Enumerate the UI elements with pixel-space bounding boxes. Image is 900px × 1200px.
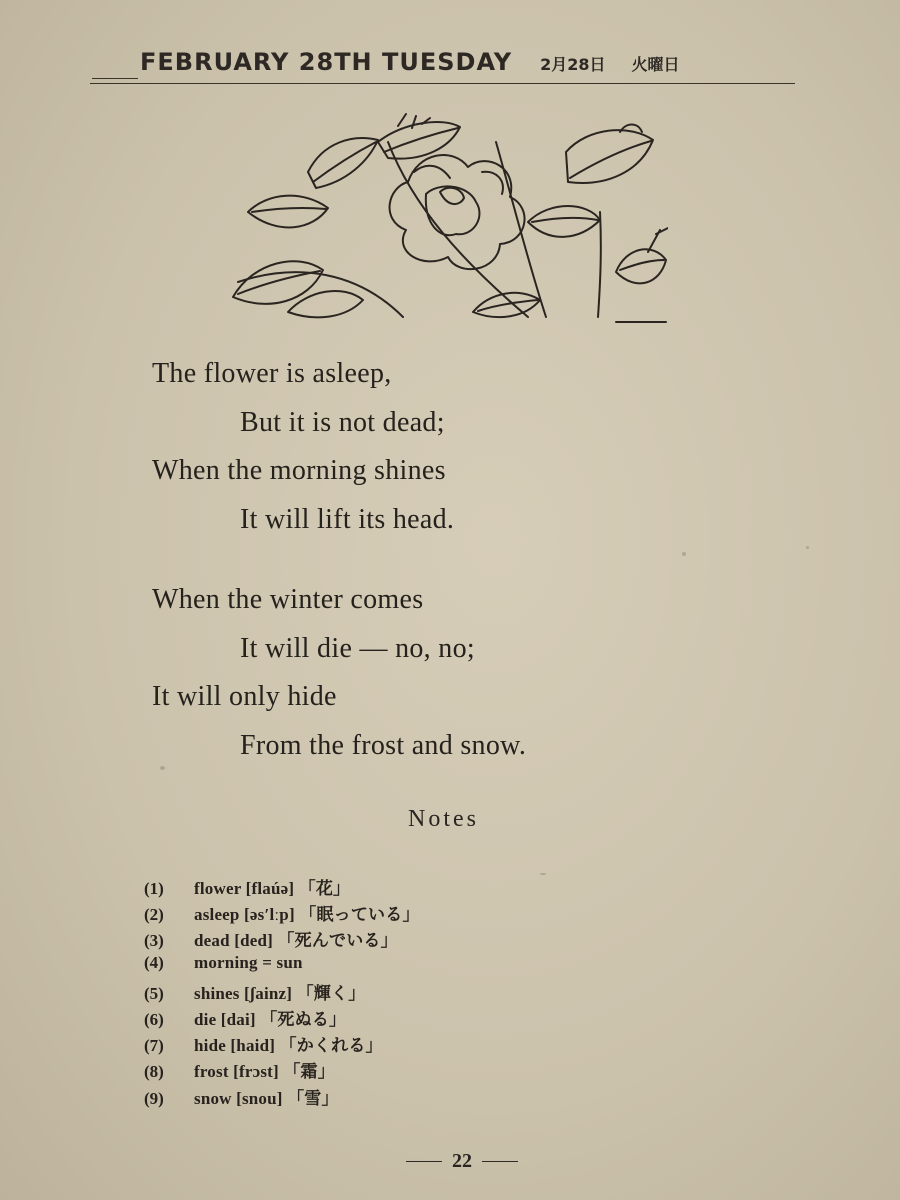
note-item	[144, 1031, 664, 1057]
note-item	[144, 1057, 664, 1083]
note-number: (4)	[144, 952, 164, 972]
note-number: (5)	[144, 983, 164, 1003]
note-text: shines [ʃainz] 「輝く」	[194, 983, 366, 1003]
page-number-value: 22	[452, 1149, 472, 1172]
flower-illustration	[228, 112, 668, 324]
note-item	[144, 979, 664, 1005]
page-number	[392, 1146, 532, 1176]
header-rule-accent	[92, 78, 138, 79]
page-header	[140, 48, 760, 82]
note-item	[144, 926, 664, 952]
note-number: (3)	[144, 931, 164, 951]
note-text: die [dai] 「死ぬる」	[194, 1009, 347, 1029]
note-item	[144, 874, 664, 900]
note-text: asleep [əs′lːp] 「眠っている」	[194, 905, 420, 925]
note-number: (9)	[144, 1088, 164, 1108]
note-item	[144, 1084, 664, 1110]
note-number: (8)	[144, 1062, 164, 1082]
header-rule	[90, 83, 795, 84]
page-number-dash-left	[406, 1161, 442, 1162]
paper-speck	[160, 766, 165, 770]
note-number: (7)	[144, 1036, 164, 1056]
note-item	[144, 1005, 664, 1031]
poem	[152, 350, 712, 770]
poem-line: It will lift its head.	[240, 503, 455, 535]
paper-speck	[806, 546, 809, 549]
paper-speck	[540, 873, 546, 875]
header-weekday-japanese: 火曜日	[631, 55, 680, 74]
poem-line: But it is not dead;	[240, 406, 445, 438]
note-text: hide [haid] 「かくれる」	[194, 1036, 383, 1056]
stanza-gap	[152, 544, 712, 576]
note-item	[144, 953, 664, 979]
note-text: snow [snou] 「雪」	[194, 1088, 339, 1108]
note-item	[144, 900, 664, 926]
note-number: (6)	[144, 1009, 164, 1029]
poem-line: When the morning shines	[152, 455, 446, 486]
note-text: frost [frɔst] 「霜」	[194, 1062, 335, 1082]
note-number: (1)	[144, 879, 164, 898]
poem-line: It will die — no, no;	[240, 632, 475, 664]
note-text: dead [ded] 「死んでいる」	[194, 931, 398, 951]
note-text: flower [flaúə] 「花」	[194, 879, 351, 898]
poem-line: From the frost and snow.	[240, 729, 527, 761]
poem-line: The flower is asleep,	[152, 358, 392, 389]
poem-line: When the winter comes	[152, 584, 424, 615]
paper-speck	[682, 552, 686, 556]
poem-line: It will only hide	[152, 681, 337, 712]
notes-list	[144, 874, 664, 1110]
header-date-japanese: 2月28日	[540, 55, 606, 74]
note-text: morning = sun	[194, 952, 303, 972]
note-number: (2)	[144, 905, 164, 925]
header-date-english: FEBRUARY 28TH TUESDAY	[140, 48, 513, 76]
notes-title: Notes	[408, 806, 479, 832]
page-number-dash-right	[482, 1161, 518, 1162]
